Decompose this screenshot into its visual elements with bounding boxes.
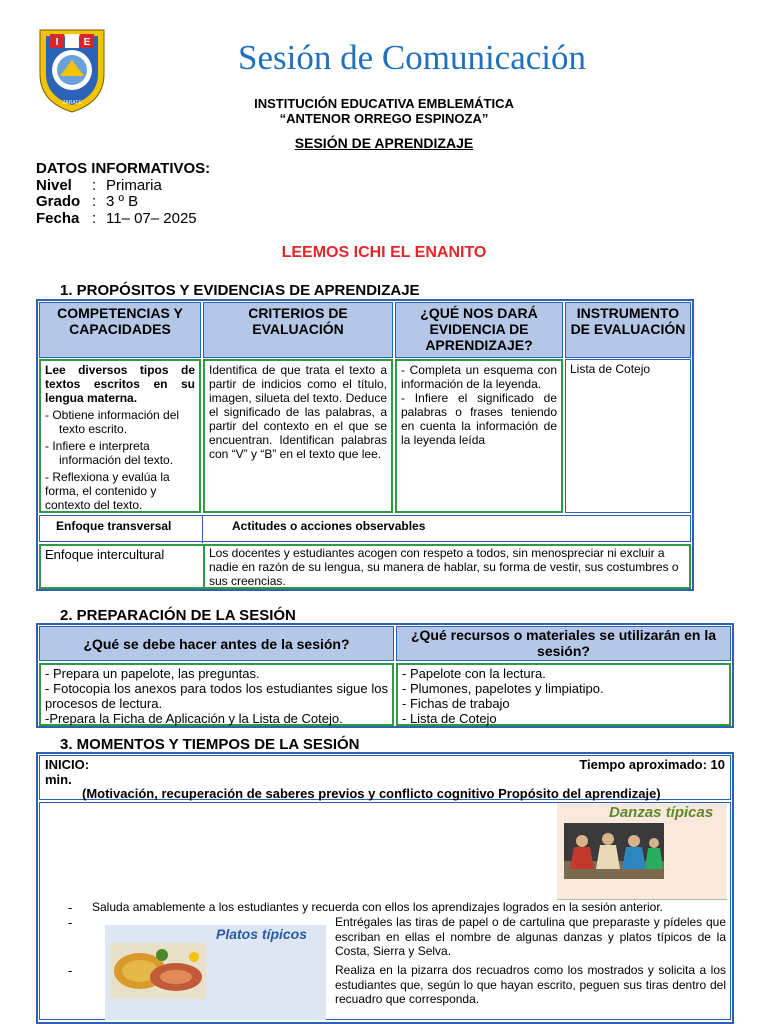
- capacidad-item: - Obtiene información del texto escrito.: [45, 408, 180, 436]
- bullet-text: Realiza en la pizarra dos recuadros como los mostrados y solicita a los estudiantes que, según lo que hayan escrito, peguen sus tiras dentro del recuadro que corresponda.: [335, 963, 726, 1006]
- page-title: Sesión de Comunicación: [238, 38, 587, 77]
- danzas-label: Danzas típicas: [609, 804, 714, 821]
- inicio-row: [39, 755, 731, 800]
- enfoque-text: Enfoque intercultural: [45, 547, 165, 562]
- svg-text:E: E: [83, 37, 91, 48]
- institution-name: INSTITUCIÓN EDUCATIVA EMBLEMÁTICA: [254, 96, 514, 111]
- lesson-title: LEEMOS ICHI EL ENANITO: [281, 244, 487, 261]
- actitudes-text: Los docentes y estudiantes acogen con respeto a todos, sin menospreciar ni excluir a nadie en razón de su lengua, su manera de hablar, su forma de vestir, sus costumbres o sus creencias.: [209, 546, 679, 588]
- session-label: SESIÓN DE APRENDIZAJE: [294, 135, 474, 151]
- recurso-item: - Papelote con la lectura.: [402, 666, 546, 681]
- header-recursos: ¿Qué recursos o materiales se utilizarán en la sesión?: [396, 626, 731, 661]
- danzas-photo: [564, 823, 664, 879]
- danzas-image-box: [557, 803, 727, 899]
- antes-item: - Prepara un papelote, las preguntas.: [45, 666, 260, 681]
- instrumento-cell: Lista de Cotejo: [565, 359, 691, 513]
- evidencia-item: - Infiere el significado de palabras o frases teniendo en cuenta la información de la leyenda leída: [401, 391, 557, 447]
- cell-divider: [203, 546, 205, 587]
- motivacion-label: (Motivación, recuperación de saberes previos y conflicto cognitivo Propósito del aprendizaje): [82, 786, 661, 801]
- capacidad-item: - Reflexiona y evalúa la forma, el contenido y contexto del texto.: [45, 470, 170, 512]
- actitudes-header: Actitudes o acciones observables: [232, 519, 426, 533]
- header-competencias: COMPETENCIAS Y CAPACIDADES: [39, 302, 201, 358]
- datos-row-grado: Grado : 3 º B: [36, 193, 139, 210]
- svg-text:I: I: [55, 37, 59, 48]
- recurso-item: - Plumones, papelotes y limpiatipo.: [402, 681, 604, 696]
- enfoque-header-row: [39, 515, 691, 542]
- bullet-text: Entrégales las tiras de papel o de cartulina que preparaste y pídeles que escriban en ellas el nombre de algunas danzas y platos típicos de la Costa, Sierra y Selva.: [335, 915, 726, 958]
- datos-row-fecha: Fecha : 11– 07– 2025: [36, 210, 197, 227]
- header-criterios: CRITERIOS DE EVALUACIÓN: [203, 302, 393, 358]
- section-2-title: 2. PREPARACIÓN DE LA SESIÓN: [60, 607, 296, 624]
- antes-item: - Fotocopia los anexos para todos los estudiantes sigue los procesos de lectura.: [45, 681, 388, 711]
- bullet-text: Saluda amablemente a los estudiantes y recuerda con ellos los aprendizajes logrados en la sesión anterior.: [92, 900, 664, 914]
- section-1-title: 1. PROPÓSITOS Y EVIDENCIAS DE APRENDIZAJE: [60, 282, 420, 299]
- cell-divider: [202, 516, 203, 543]
- platos-label: Platos típicos: [216, 926, 308, 942]
- tiempo-label: Tiempo aproximado: 10: [579, 757, 725, 772]
- evidencia-item: - Completa un esquema con información de la leyenda.: [401, 363, 557, 391]
- inicio-label: INICIO:: [45, 757, 90, 772]
- header-evidencia: ¿QUÉ NOS DARÁ EVIDENCIA DE APRENDIZAJE?: [395, 302, 563, 358]
- antes-item: -Prepara la Ficha de Aplicación y la Lista de Cotejo.: [45, 711, 343, 726]
- platos-image-box: [105, 925, 326, 1020]
- platos-photo: [110, 943, 206, 999]
- competencias-cell: [39, 359, 201, 513]
- competencia-text: Lee diversos tipos de textos escritos en su lengua materna.: [45, 363, 195, 405]
- datos-heading: DATOS INFORMATIVOS:: [36, 160, 211, 177]
- header-antes: ¿Qué se debe hacer antes de la sesión?: [39, 626, 394, 661]
- section-3-title: 3. MOMENTOS Y TIEMPOS DE LA SESIÓN: [60, 736, 360, 753]
- svg-text:ZARATE: ZARATE: [62, 100, 82, 106]
- bullet-marker: -: [68, 915, 73, 930]
- evidencia-cell: [395, 359, 563, 513]
- criterios-cell: Identifica de que trata el texto a partir de indicios como el título, imagen, silueta del texto. Deduce el significado de las palabras, a partir del contexto en el que se encuentran. Identifican palabras con “V” y “B” en el texto que lee.: [203, 359, 393, 513]
- bullet-marker: -: [68, 963, 73, 978]
- recurso-item: - Lista de Cotejo: [402, 711, 497, 726]
- recurso-item: - Fichas de trabajo: [402, 696, 510, 711]
- recursos-cell: [396, 663, 731, 726]
- institution-subname: “ANTENOR ORREGO ESPINOZA”: [279, 111, 489, 126]
- capacidad-item: - Infiere e interpreta información del texto.: [45, 439, 174, 467]
- datos-row-nivel: Nivel : Primaria: [36, 177, 162, 194]
- header-instrumento: INSTRUMENTO DE EVALUACIÓN: [565, 302, 691, 358]
- antes-cell: [39, 663, 394, 726]
- bullet-marker: -: [68, 900, 73, 915]
- enfoque-header: Enfoque transversal: [56, 519, 172, 533]
- min-label: min.: [45, 772, 72, 787]
- enfoque-row: [39, 544, 691, 589]
